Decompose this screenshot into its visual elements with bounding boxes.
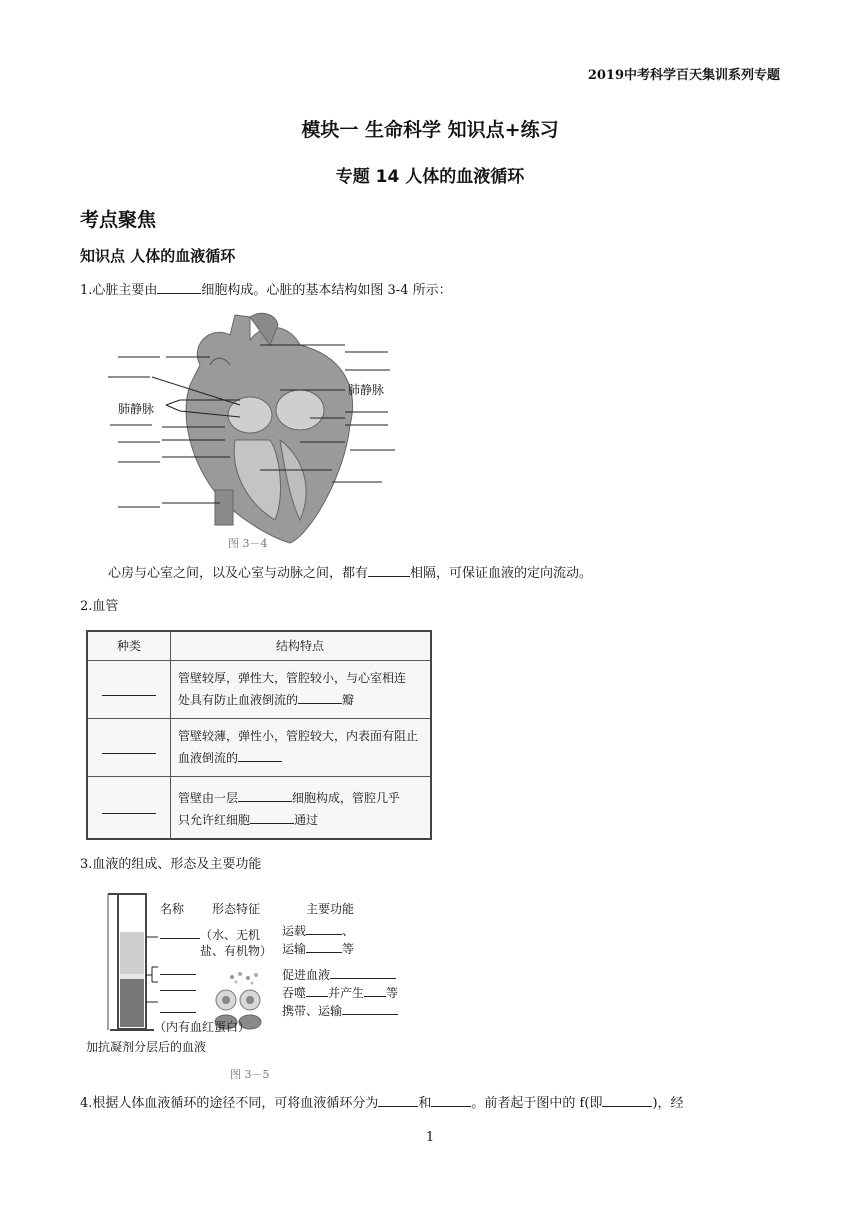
knowledge-title: 知识点 人体的血液循环 [80, 247, 236, 265]
module-title: 模块一 生命科学 知识点+练习 [301, 119, 559, 141]
answer-blank [160, 962, 196, 975]
col-name: 名称 [160, 902, 185, 916]
plasma-desc: 盐、有机物） [200, 944, 273, 958]
question-1-note: 心房与心室之间，以及心室与动脉之间，都有 相隔，可保证血液的定向流动。 [108, 566, 593, 581]
answer-blank [330, 966, 396, 979]
answer-blank [102, 695, 156, 696]
answer-blank [364, 984, 386, 997]
table-header-type: 种类 [88, 632, 171, 660]
answer-blank [378, 1094, 418, 1107]
answer-blank [238, 749, 282, 762]
tube-caption: 加抗凝剂分层后的血液 [86, 1040, 207, 1054]
heart-diagram [100, 305, 400, 555]
label-pulmonary-vein-left: 肺静脉 [118, 402, 155, 416]
col-function: 主要功能 [306, 902, 355, 916]
answer-blank [298, 691, 342, 704]
answer-blank [602, 1094, 652, 1107]
answer-blank [306, 940, 342, 953]
question-2-title: 2.血管 [80, 599, 119, 614]
blood-figure: 名称 形态特征 主要功能 （水、无机 盐、有机物） 运载 、 运输 等 促进血液 吞噬 并产生 等 携带、运输 （内有血红蛋白） 加抗凝剂分层后的血液 图 3－5 [84, 882, 424, 1082]
label-pulmonary-vein-right: 肺静脉 [348, 383, 385, 397]
table-row: 管壁由一层 细胞构成，管腔几乎 只允许红细胞 通过 [88, 776, 430, 839]
page-number: 1 [425, 1130, 435, 1145]
question-4: 4.根据人体血液循环的途径不同，可将血液循环分为 和 。前者起于图中的 f(即 )，经 [80, 1096, 684, 1111]
figure-caption-3-4: 图 3－4 [228, 537, 268, 550]
answer-blank [368, 564, 410, 577]
answer-blank [306, 984, 328, 997]
answer-blank [160, 978, 196, 991]
answer-blank [160, 926, 200, 939]
answer-blank [431, 1094, 471, 1107]
table-row: 管壁较厚，弹性大，管腔较小，与心室相连 处具有防止血液倒流的 瓣 [88, 660, 430, 719]
answer-blank [250, 811, 294, 824]
col-shape: 形态特征 [212, 902, 261, 916]
section-title: 考点聚焦 [80, 209, 157, 231]
heart-figure [100, 305, 400, 555]
answer-blank [102, 753, 156, 754]
answer-blank [238, 789, 292, 802]
header-series: 2019中考科学百天集训系列专题 [587, 68, 780, 83]
topic-title: 专题 14 人体的血液循环 [335, 167, 525, 187]
table-row: 管壁较薄，弹性小，管腔较大，内表面有阻止 血液倒流的 [88, 718, 430, 777]
answer-blank [342, 1002, 398, 1015]
rbc-note: （内有血红蛋白） [154, 1020, 251, 1034]
question-1: 1.心脏主要由 细胞构成。心脏的基本结构如图 3-4 所示： [80, 283, 452, 298]
answer-blank [306, 922, 342, 935]
vessel-table [86, 630, 432, 840]
figure-caption-3-5: 图 3－5 [230, 1068, 270, 1081]
answer-blank [157, 281, 201, 294]
answer-blank [160, 1000, 196, 1013]
table-header-row [88, 632, 430, 660]
table-header-structure: 结构特点 [275, 639, 324, 653]
answer-blank [102, 813, 156, 814]
question-3-title: 3.血液的组成、形态及主要功能 [80, 857, 262, 872]
